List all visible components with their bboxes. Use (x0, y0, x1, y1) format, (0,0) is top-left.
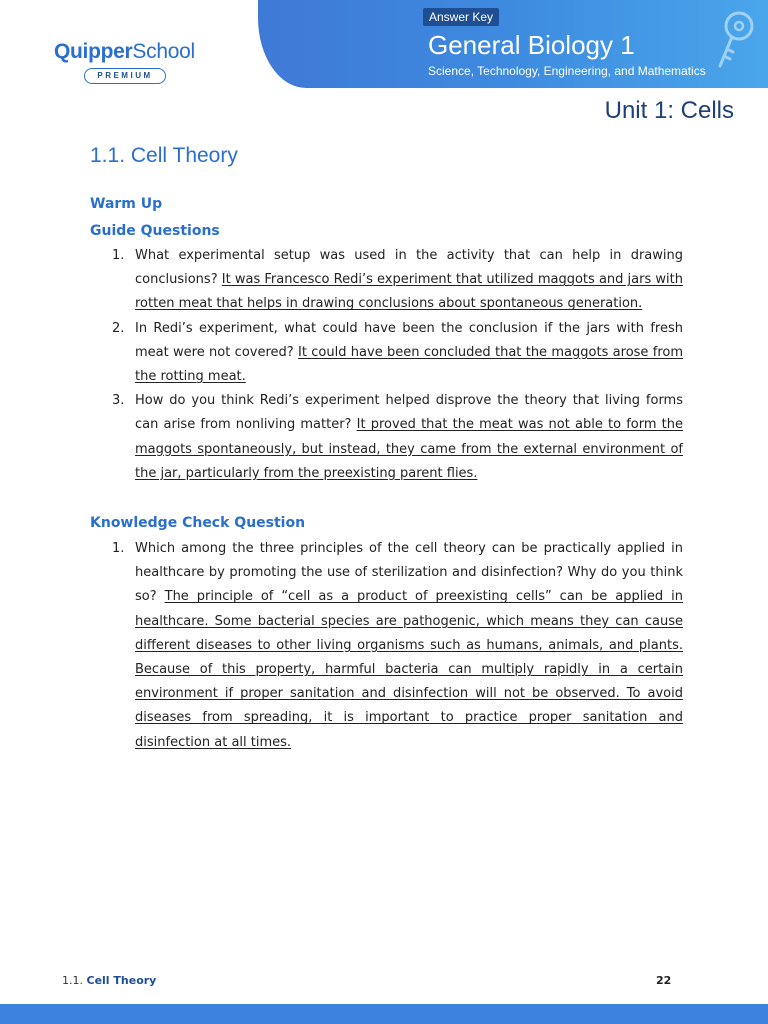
question: How do you think Redi’s experiment helped disprove the theory that living forms can arise from nonliving matter? (135, 393, 683, 433)
question-text (135, 317, 683, 390)
quipper-school-logo (54, 40, 195, 64)
guide-questions-heading: Guide Questions (90, 223, 220, 239)
guide-questions-list (0, 244, 768, 486)
list-item (0, 317, 768, 390)
question-number: 1. (112, 248, 125, 263)
page-number: 22 (656, 974, 672, 987)
section-title: 1.1. Cell Theory (90, 144, 238, 167)
answer-key-badge: Answer Key (423, 8, 499, 26)
answer: It could have been concluded that the maggots arose from the rotting meat. (135, 344, 683, 385)
footer-section-label (62, 973, 156, 989)
list-item (0, 244, 768, 317)
list-item (0, 389, 768, 486)
answer: The principle of “cell as a product of preexisting cells” can be applied in healthcare. Some bacterial species are pathogenic, which means they can cause different diseases to other living organisms such as humans, animals, and plants. Because of this property, harmful bacteria can multiply rapidly in a certain environment if proper sanitation and disinfection will not be observed. To avoid diseases from spreading, it is important to practice proper sanitation and disinfection at all times. (135, 589, 683, 750)
strand-label: Science, Technology, Engineering, and Mathematics (428, 64, 706, 78)
subject-title: General Biology 1 (428, 30, 635, 60)
unit-title: Unit 1: Cells (604, 97, 734, 124)
premium-badge: PREMIUM (84, 68, 166, 84)
question-text (135, 244, 683, 317)
footer-section-number: 1.1. (62, 974, 83, 987)
list-item (0, 537, 768, 755)
question: What experimental setup was used in the activity that can help in drawing conclusions? (135, 248, 683, 288)
question-text (135, 537, 683, 755)
footer-bar (0, 1004, 768, 1024)
question: In Redi’s experiment, what could have been the conclusion if the jars with fresh meat were not covered? (135, 320, 683, 360)
logo-school: School (132, 40, 195, 63)
key-icon (712, 8, 762, 70)
knowledge-check-heading: Knowledge Check Question (90, 515, 306, 531)
answer: It proved that the meat was not able to form the maggots spontaneously, but instead, they came from the external environment of the jar, particularly from the preexisting parent flies. (135, 417, 683, 481)
question-text (135, 389, 683, 486)
answer: It was Francesco Redi’s experiment that utilized maggots and jars with rotten meat that helps in drawing conclusions about spontaneous generation. (135, 272, 683, 312)
knowledge-check-list (0, 537, 768, 755)
question-number: 1. (112, 541, 125, 556)
question: Which among the three principles of the cell theory can be practically applied in healthcare by promoting the use of sterilization and disinfection? Why do you think so? (135, 541, 683, 605)
logo-brand: Quipper (54, 40, 133, 63)
question-number: 3. (112, 393, 125, 409)
footer-section-name: Cell Theory (86, 974, 157, 987)
question-number: 2. (112, 320, 125, 336)
warm-up-heading: Warm Up (90, 196, 163, 212)
